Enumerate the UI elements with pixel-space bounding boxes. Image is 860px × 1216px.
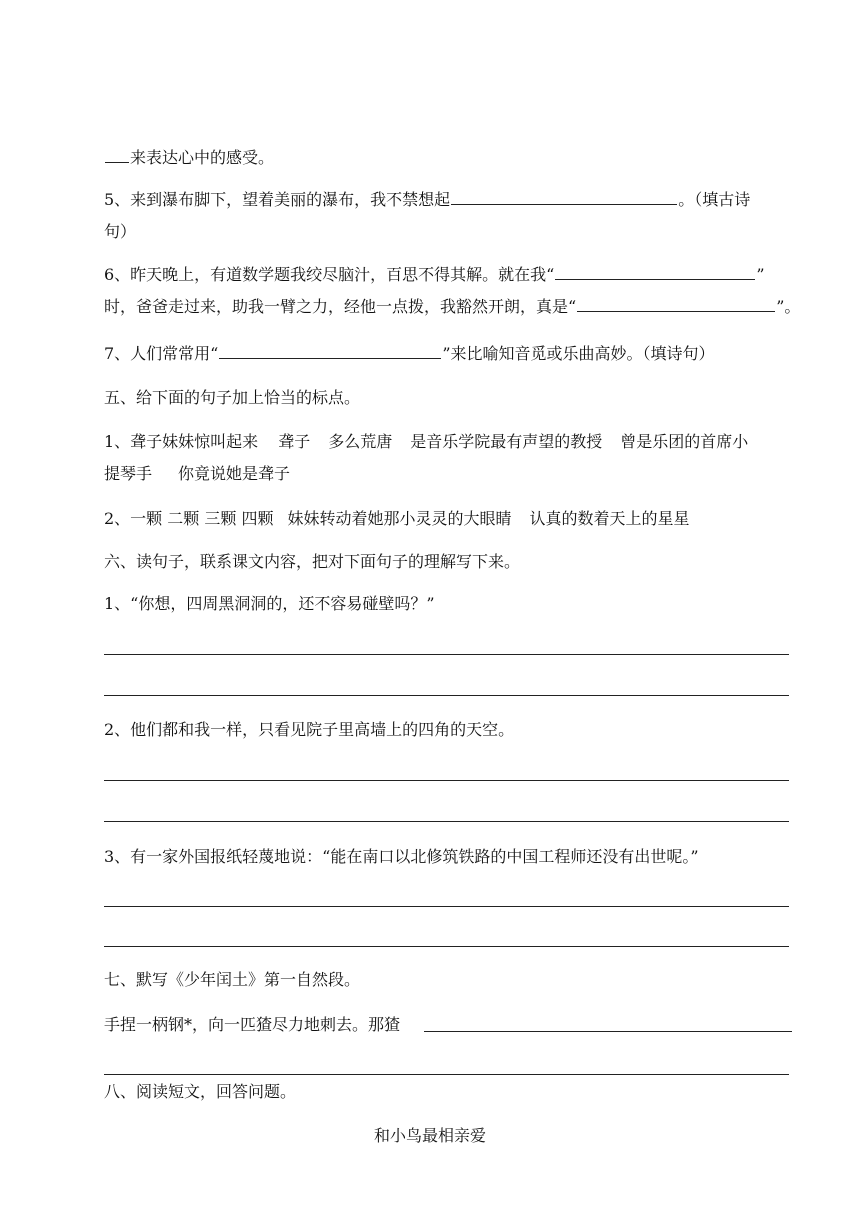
text: 聋子	[278, 432, 311, 451]
answer-blank[interactable]	[577, 295, 775, 312]
answer-line[interactable]	[104, 821, 789, 822]
answer-line[interactable]	[104, 654, 789, 655]
question-5-cont	[104, 220, 788, 244]
text: 你竟说她是聋子	[178, 464, 291, 483]
text: 妹妹转动着她那小灵灵的大眼睛	[287, 509, 512, 528]
text: 1、聋子妹妹惊叫起来	[104, 432, 259, 451]
question-6	[104, 263, 788, 287]
punct-item-1-cont	[104, 462, 788, 486]
line-fill-ending	[104, 146, 788, 170]
question-text: 7、人们常常用“	[104, 344, 219, 363]
question-text: ”。	[776, 297, 801, 316]
sentence-3: 3、有一家外国报纸轻蔑地说：“能在南口以北修筑铁路的中国工程师还没有出世呢。”	[104, 847, 699, 866]
question-text: ”来比喻知音觅或乐曲高妙。（填诗句）	[442, 344, 715, 363]
section-6-heading: 六、读句子，联系课文内容，把对下面句子的理解写下来。	[104, 552, 521, 571]
question-text: 句）	[104, 222, 137, 241]
text: 提琴手	[104, 464, 153, 483]
answer-line[interactable]	[104, 1074, 789, 1075]
answer-blank[interactable]	[451, 188, 677, 205]
text: 认真的数着天上的星星	[529, 509, 690, 528]
answer-blank[interactable]	[105, 146, 129, 163]
answer-blank[interactable]	[555, 263, 755, 280]
answer-blank[interactable]	[219, 342, 441, 359]
sentence-1: 1、“你想，四周黑洞洞的，还不容易碰壁吗？”	[104, 594, 435, 613]
answer-line[interactable]	[104, 906, 789, 907]
question-text: 5、来到瀑布脚下，望着美丽的瀑布，我不禁想起	[104, 190, 451, 209]
answer-line[interactable]	[104, 780, 789, 781]
question-text: 6、昨天晚上，有道数学题我绞尽脑汁，百思不得其解。就在我“	[104, 265, 555, 284]
answer-line[interactable]	[424, 1031, 792, 1032]
text: 是音乐学院最有声望的教授	[410, 432, 603, 451]
answer-line[interactable]	[104, 946, 789, 947]
question-6-cont	[104, 295, 801, 319]
section-8-heading: 八、阅读短文，回答问题。	[104, 1082, 297, 1101]
question-text: 。（填古诗	[678, 190, 751, 209]
section-7-heading: 七、默写《少年闰土》第一自然段。	[104, 970, 361, 989]
answer-line[interactable]	[104, 695, 789, 696]
text: 手捏一柄钢*，向一匹猹尽力地刺去。那猹	[104, 1015, 401, 1034]
dictation-start	[104, 1013, 788, 1037]
punct-item-2	[104, 507, 788, 531]
text: 2、一颗 二颗 三颗 四颗	[104, 509, 274, 528]
text: 曾是乐团的首席小	[620, 432, 749, 451]
punct-item-1	[104, 430, 788, 454]
question-7	[104, 342, 788, 366]
question-text: 时，爸爸走过来，助我一臂之力，经他一点拨，我豁然开朗，真是“	[104, 297, 577, 316]
question-text: ”	[756, 265, 765, 284]
question-5	[104, 188, 788, 212]
sentence-2: 2、他们都和我一样，只看见院子里高墙上的四角的天空。	[104, 720, 515, 739]
text: 多么荒唐	[328, 432, 393, 451]
section-5-heading: 五、给下面的句子加上恰当的标点。	[104, 388, 361, 407]
text: 来表达心中的感受。	[130, 148, 275, 167]
passage-title: 和小鸟最相亲爱	[373, 1126, 486, 1145]
